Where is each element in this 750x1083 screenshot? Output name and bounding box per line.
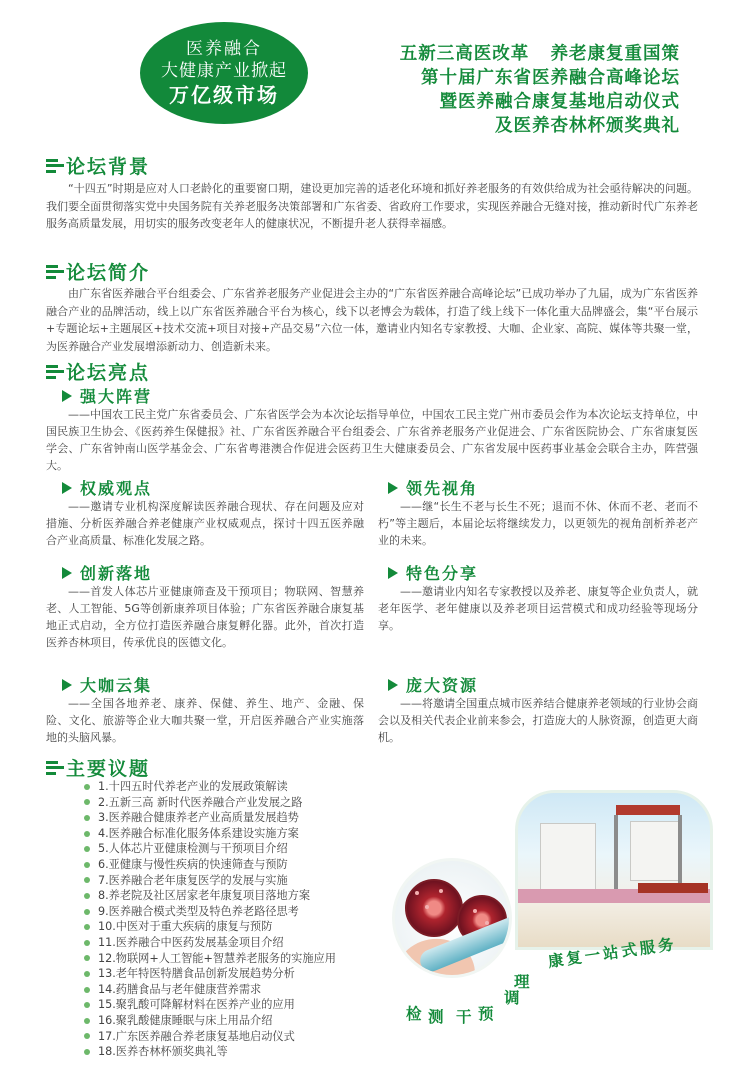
building-left: [540, 823, 596, 893]
triangle-bullet-icon: [388, 679, 398, 691]
title-line-1: 五新三高医改革 养老康复重国策: [399, 44, 680, 64]
service-slogan: 康复一站式服务: [546, 935, 678, 971]
cell-graphic-1: [405, 879, 463, 937]
list-item: 5.人体芯片亚健康检测与干预项目介绍: [84, 841, 336, 857]
section-lines-icon: [46, 265, 64, 279]
dot-bullet-icon: [84, 877, 90, 883]
triangle-bullet-icon: [388, 567, 398, 579]
section-title: 论坛亮点: [66, 362, 151, 384]
dot-bullet-icon: [84, 955, 90, 961]
section-title: 论坛背景: [66, 156, 151, 178]
slogan-badge: [140, 22, 308, 124]
list-item: 7.医养融合老年康复医学的发展与实施: [84, 873, 336, 889]
arc-char-3: 干: [456, 1008, 472, 1026]
section-lines-icon: [46, 365, 64, 379]
dot-bullet-icon: [84, 909, 90, 915]
topics-list: [84, 779, 336, 1060]
intro-paragraph: 由广东省医养融合平台组委会、广东省养老服务产业促进会主办的“广东省医养融合高峰论坛”已成功举办了九届，成为广东省医养融合产业的品牌活动，线上以广东省医养融合平台为核心，线下以老博会为载体，打造了线上线下一体化重大品牌盛会，集“平台展示+专题论坛+主题展区+技术交流+项目对接+产品交易”六位一体，邀请业内知名专家教授、大咖、企业家、高院、媒体等共聚一堂，为医养融合产业发展增添新动力、创造新未来。: [46, 287, 698, 353]
highlight-heading-5: 特色分享: [388, 561, 478, 584]
section-title: 论坛简介: [66, 262, 151, 284]
highlight-text-7: ——将邀请全国重点城市医养结合健康养老领域的行业协会商会以及相关代表企业前来参会，打造庞大的人脉资源，创造更大商机。: [378, 697, 698, 744]
title-line-4: 及医养杏林杯颁奖典礼: [495, 116, 680, 136]
arc-char-2: 测: [428, 1008, 444, 1026]
section-lines-icon: [46, 761, 64, 775]
highlight-text-4: ——首发人体芯片亚健康筛查及干预项目；物联网、智慧养老、人工智能、5G等创新康养项目体验；广东省医养融合康复基地正式启动，全方位打造医养融合康复孵化器。此外，首次打造医养杏林项目，传承优良的医德文化。: [46, 585, 364, 649]
dot-bullet-icon: [84, 1018, 90, 1024]
dot-bullet-icon: [84, 799, 90, 805]
highlight-text-3: ——继“长生不老与长生不死；退而不休、休而不老、老而不朽”等主题后，本届论坛将继续发力，以更领先的视角剖析养老产业的未来。: [378, 500, 698, 547]
list-item: 10.中医对于重大疾病的康复与预防: [84, 919, 336, 935]
dot-bullet-icon: [84, 987, 90, 993]
highlight-text-2: ——邀请专业机构深度解读医养融合现状、存在问题及应对措施、分析医养融合养老健康产业权威观点，探讨十四五医养融合产业高质量、标准化发展之路。: [46, 500, 364, 547]
section-heading-highlights: [46, 358, 150, 385]
dot-bullet-icon: [84, 815, 90, 821]
triangle-bullet-icon: [62, 482, 72, 494]
gate-sign: [616, 805, 680, 815]
arc-char-1: 检: [406, 1005, 422, 1023]
dot-bullet-icon: [84, 1002, 90, 1008]
highlight-heading-2: 权威观点: [62, 476, 152, 499]
health-check-illustration: [392, 858, 512, 978]
badge-line-1: 医养融合: [186, 39, 262, 59]
highlight-text-5: ——邀请业内知名专家教授以及养老、康复等企业负责人，就老年医学、老年健康以及养老项目运营模式和成功经验等现场分享。: [378, 585, 698, 632]
section-title: 主要议题: [66, 758, 151, 780]
title-line-2: 第十届广东省医养融合高峰论坛: [421, 68, 680, 88]
highlight-heading-6: 大咖云集: [62, 673, 152, 696]
dot-bullet-icon: [84, 940, 90, 946]
list-item: 4.医养融合标准化服务体系建设实施方案: [84, 826, 336, 842]
dot-bullet-icon: [84, 924, 90, 930]
list-item: 2.五新三高 新时代医养融合产业发展之路: [84, 795, 336, 811]
highlight-heading-1: 强大阵营: [62, 384, 152, 407]
ground-sign: [638, 883, 708, 893]
gate-pillar-left: [614, 815, 618, 895]
building-illustration: [515, 790, 713, 950]
list-item: 13.老年特医特膳食品创新发展趋势分析: [84, 966, 336, 982]
list-item: 15.聚乳酸可降解材料在医养产业的应用: [84, 997, 336, 1013]
dot-bullet-icon: [84, 971, 90, 977]
triangle-bullet-icon: [62, 567, 72, 579]
cell-dot: [473, 909, 477, 913]
section-heading-topics: [46, 754, 150, 781]
list-item: 17.广东医养融合养老康复基地启动仪式: [84, 1029, 336, 1045]
triangle-bullet-icon: [388, 482, 398, 494]
building-right: [630, 821, 680, 881]
section-heading-intro: [46, 258, 150, 285]
highlight-heading-4: 创新落地: [62, 561, 152, 584]
list-item: 9.医养融合模式类型及特色养老路径思考: [84, 904, 336, 920]
dot-bullet-icon: [84, 846, 90, 852]
list-item: 16.聚乳酸健康睡眠与床上用品介绍: [84, 1013, 336, 1029]
arc-char-4: 预: [478, 1005, 494, 1023]
arc-char-6: 理: [514, 973, 530, 991]
arc-char-5: 调: [504, 989, 520, 1007]
highlight-heading-7: 庞大资源: [388, 673, 478, 696]
list-item: 8.养老院及社区居家老年康复项目落地方案: [84, 888, 336, 904]
list-item: 12.物联网+人工智能+智慧养老服务的实施应用: [84, 951, 336, 967]
list-item: 11.医养融合中医药发展基金项目介绍: [84, 935, 336, 951]
triangle-bullet-icon: [62, 679, 72, 691]
cell-dot: [415, 891, 419, 895]
highlight-heading-3: 领先视角: [388, 476, 478, 499]
dot-bullet-icon: [84, 1033, 90, 1039]
list-item: 1.十四五时代养老产业的发展政策解读: [84, 779, 336, 795]
title-line-3: 暨医养融合康复基地启动仪式: [439, 92, 680, 112]
badge-line-3: 万亿级市场: [169, 83, 279, 107]
cell-dot: [439, 889, 443, 893]
dot-bullet-icon: [84, 893, 90, 899]
highlight-text-1: ——中国农工民主党广东省委员会、广东省医学会为本次论坛指导单位，中国农工民主党广州市委员会作为本次论坛支持单位，中国民族卫生协会、《医药养生保健报》社、广东省医养融合平台组委会、广东省养老服务产业促进会、广东省医院协会、广东省康复医学会、广东省钟南山医学基金会、广东省粤港澳合作促进会医药卫生大健康委员会、广东省发展中医药事业基金会联合主办，阵营强大。: [46, 408, 698, 472]
section-lines-icon: [46, 159, 64, 173]
badge-line-2: 大健康产业掀起: [161, 61, 287, 81]
list-item: 14.药膳食品与老年健康营养需求: [84, 982, 336, 998]
background-paragraph: “十四五”时期是应对人口老龄化的重要窗口期，建设更加完善的适老化环境和抓好养老服务的有效供给成为社会亟待解决的问题。我们要全面贯彻落实党中央国务院有关养老服务决策部署和广东省委、省政府工作要求，实现医养融合无缝对接，推动新时代广东养老服务高质量发展，用切实的服务改变老年人的健康状况，不断提升老人获得幸福感。: [46, 182, 698, 230]
dot-bullet-icon: [84, 862, 90, 868]
dot-bullet-icon: [84, 831, 90, 837]
list-item: 6.亚健康与慢性疾病的快速筛查与预防: [84, 857, 336, 873]
dot-bullet-icon: [84, 1049, 90, 1055]
list-item: 3.医养融合健康养老产业高质量发展趋势: [84, 810, 336, 826]
list-item: 18.医养杏林杯颁奖典礼等: [84, 1044, 336, 1060]
triangle-bullet-icon: [62, 390, 72, 402]
cell-dot: [425, 905, 429, 909]
dot-bullet-icon: [84, 784, 90, 790]
section-heading-background: [46, 152, 150, 179]
rehab-base-photo: [515, 790, 713, 950]
event-title-block: [400, 42, 680, 138]
highlight-text-6: ——全国各地养老、康养、保健、养生、地产、金融、保险、文化、旅游等企业大咖共聚一堂，开启医养融合产业实施落地的头脑风暴。: [46, 697, 364, 744]
